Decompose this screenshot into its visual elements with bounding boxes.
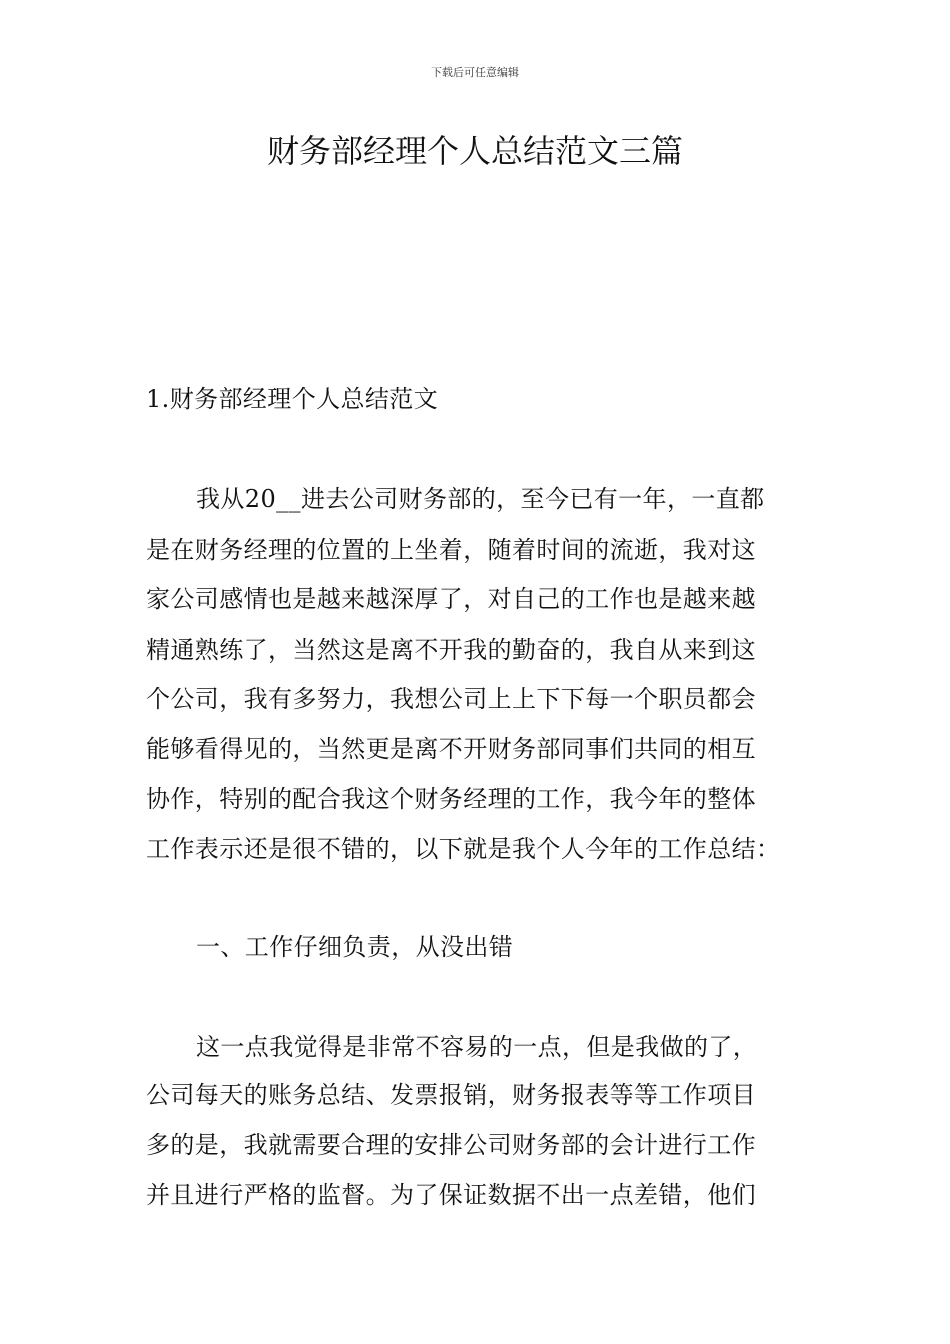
- paragraph-line: 精通熟练了，当然这是离不开我的勤奋的，我自从来到这: [146, 636, 756, 664]
- paragraph-line: 能够看得见的，当然更是离不开财务部同事们共同的相互: [146, 735, 756, 763]
- subheading: 一、工作仔细负责，从没出错: [196, 933, 514, 961]
- paragraph-line: 公司每天的账务总结、发票报销，财务报表等等工作项目: [146, 1081, 756, 1109]
- paragraph-line: 是在财务经理的位置的上坐着，随着时间的流逝，我对这: [146, 536, 756, 564]
- paragraph-line: 多的是，我就需要合理的安排公司财务部的会计进行工作: [146, 1131, 756, 1159]
- paragraph-line: 协作，特别的配合我这个财务经理的工作，我今年的整体: [146, 785, 756, 813]
- paragraph-line: 这一点我觉得是非常不容易的一点，但是我做的了，: [196, 1033, 758, 1061]
- paragraph-line: 并且进行严格的监督。为了保证数据不出一点差错，他们: [146, 1181, 756, 1209]
- document-title: 财务部经理个人总结范文三篇: [266, 132, 683, 170]
- paragraph-line: 个公司，我有多努力，我想公司上上下下每一个职员都会: [146, 685, 756, 713]
- section-heading: 1.财务部经理个人总结范文: [146, 385, 439, 413]
- page-header-note: 下载后可任意编辑: [431, 66, 519, 79]
- paragraph-line: 工作表示还是很不错的，以下就是我个人今年的工作总结：: [146, 835, 781, 863]
- paragraph-line: 我从20__进去公司财务部的，至今已有一年，一直都: [196, 485, 765, 513]
- paragraph-line: 家公司感情也是越来越深厚了，对自己的工作也是越来越: [146, 585, 756, 613]
